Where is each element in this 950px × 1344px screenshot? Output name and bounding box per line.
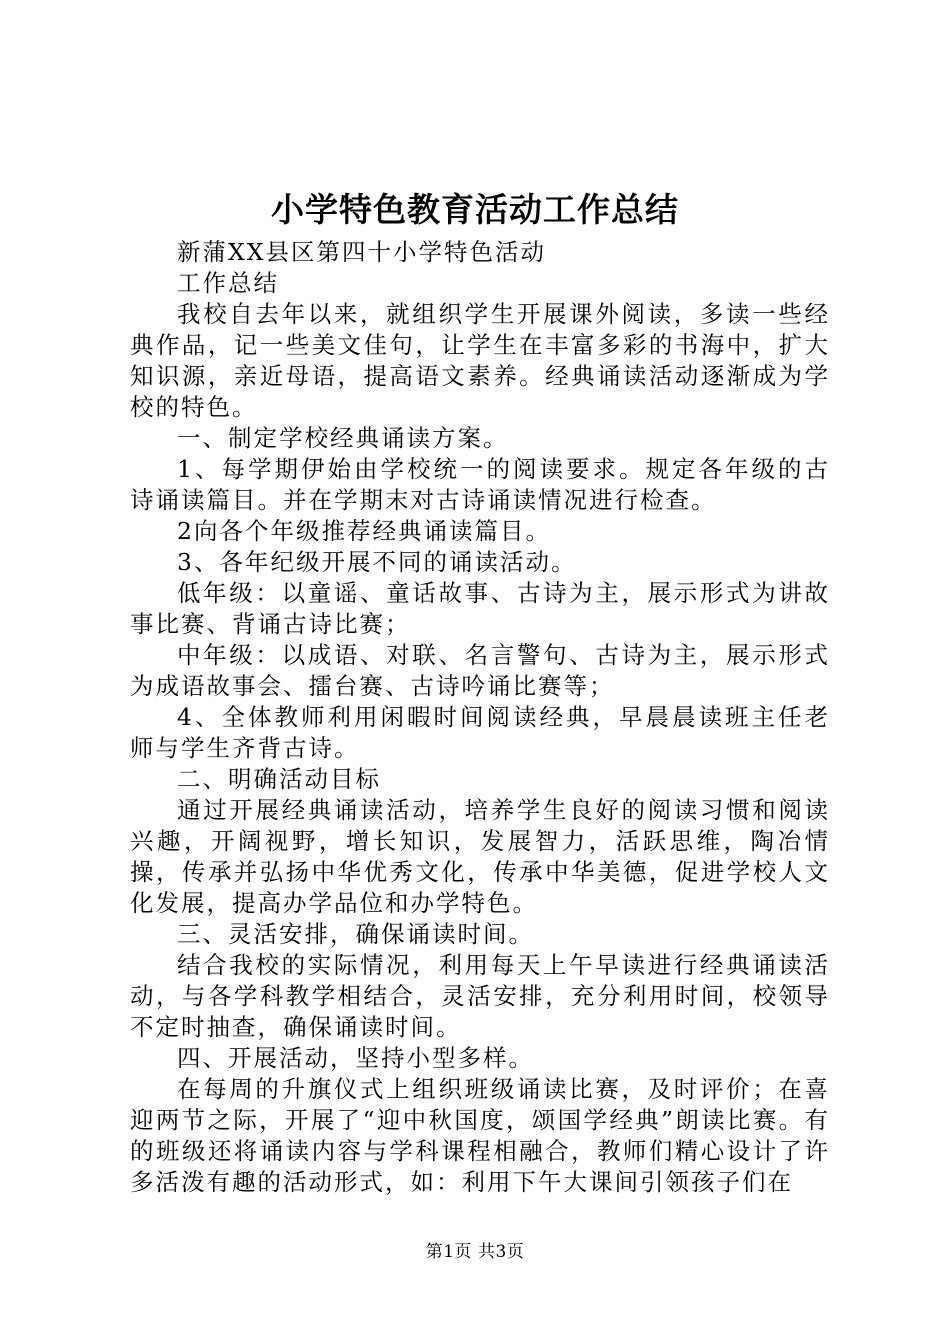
intro-paragraph: 我校自去年以来，就组织学生开展课外阅读，多读一些经典作品，记一些美文佳句，让学生在丰富多彩的书海中，扩大知识源，亲近母语，提高语文素养。经典诵读活动逐渐成为学校的特色。	[130, 300, 830, 421]
section-heading-4: 四、开展活动，坚持小型多样。	[177, 1044, 534, 1072]
activities-paragraph: 在每周的升旗仪式上组织班级诵读比赛，及时评价；在喜迎两节之际，开展了“迎中秋国度，颂国学经典”朗读比赛。有的班级还将诵读内容与学科课程相融合，教师们精心设计了许多活泼有趣的活动形式，如：利用下午大课间引领孩子们在	[130, 1075, 830, 1196]
list-item-3: 3、各年纪级开展不同的诵读活动。	[177, 548, 577, 576]
section-heading-3: 三、灵活安排，确保诵读时间。	[177, 920, 534, 948]
middle-grade-paragraph: 中年级：以成语、对联、名言警句、古诗为主，展示形式为成语故事会、擂台赛、古诗吟诵比赛等；	[130, 641, 830, 700]
goals-paragraph: 通过开展经典诵读活动，培养学生良好的阅读习惯和阅读兴趣，开阔视野，增长知识，发展智力，活跃思维，陶冶情操，传承并弘扬中华优秀文化，传承中华美德，促进学校人文化发展，提高办学品位和办学特色。	[130, 796, 830, 917]
subtitle-line: 工作总结	[177, 269, 279, 297]
list-item-4: 4、全体教师利用闲暇时间阅读经典，早晨晨读班主任老师与学生齐背古诗。	[130, 703, 830, 762]
list-item-1: 1、每学期伊始由学校统一的阅读要求。规定各年级的古诗诵读篇目。并在学期末对古诗诵读情况进行检查。	[130, 455, 830, 514]
schedule-paragraph: 结合我校的实际情况，利用每天上午早读进行经典诵读活动，与各学科教学相结合，灵活安排，充分利用时间，校领导不定时抽查，确保诵读时间。	[130, 951, 830, 1041]
document-body	[130, 237, 830, 1198]
list-item-2: 2向各个年级推荐经典诵读篇目。	[177, 517, 551, 545]
section-heading-2: 二、明确活动目标	[177, 765, 381, 793]
document-title: 小学特色教育活动工作总结	[271, 190, 679, 229]
school-name-line: 新蒲XX县区第四十小学特色活动	[177, 238, 546, 266]
section-heading-1: 一、制定学校经典诵读方案。	[177, 424, 509, 452]
page-footer: 第1页 共3页	[425, 1242, 525, 1262]
lower-grade-paragraph: 低年级：以童谣、童话故事、古诗为主，展示形式为讲故事比赛、背诵古诗比赛；	[130, 579, 830, 638]
